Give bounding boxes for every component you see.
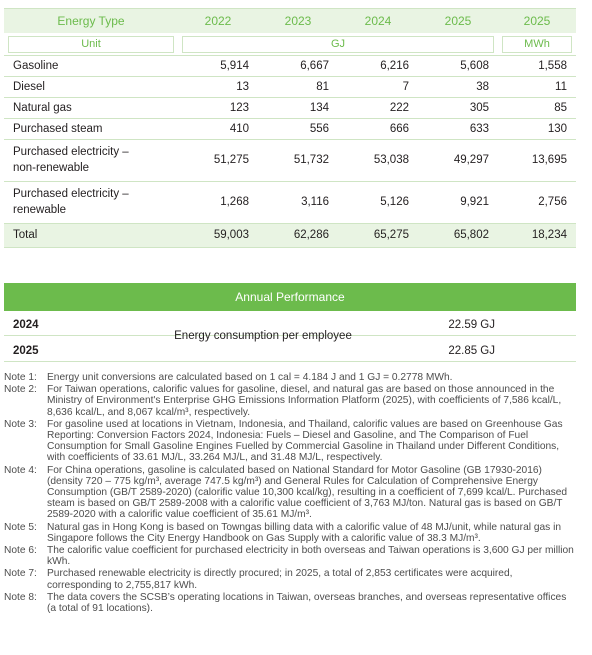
cell-value: 38 — [418, 76, 498, 97]
note-label: Note 3: — [4, 418, 37, 430]
row-label: Gasoline — [4, 55, 178, 76]
cell-value: 13,695 — [498, 139, 576, 181]
cell-value: 11 — [498, 76, 576, 97]
cell-value: 13 — [178, 76, 258, 97]
header-year: 2025 — [498, 9, 576, 33]
cell-value: 123 — [178, 97, 258, 118]
cell-value: 3,116 — [258, 181, 338, 223]
unit-row — [4, 33, 576, 56]
note-label: Note 2: — [4, 384, 37, 396]
cell-value: 6,216 — [338, 55, 418, 76]
header-year: 2022 — [178, 9, 258, 33]
cell-value: 666 — [338, 118, 418, 139]
note-4 — [4, 465, 578, 521]
cell-value: 5,608 — [418, 55, 498, 76]
note-label: Note 8: — [4, 591, 37, 603]
unit-mwh: MWh — [502, 36, 572, 53]
cell-value: 81 — [258, 76, 338, 97]
cell-value: 6,667 — [258, 55, 338, 76]
row-label-line2: renewable — [13, 204, 67, 216]
cell-value: 51,275 — [178, 139, 258, 181]
table-row-total — [4, 223, 576, 247]
note-text: For gasoline used at locations in Vietnam, Indonesia, and Thailand, calorific values are based on Greenhouse Gas Reporting: Conversion Factors 2024, Indonesia: Fuels – Diesel and Gasoline, and The Comparison of Fuel Consumption for Small Gasoline Engines Fuelled by Commercial Gasoline in Thailand under Different Conditions, with coefficients of 33.61 MJ/L, 33.264 MJ/L, and 31.48 MJ/L, respectively. — [47, 418, 563, 464]
note-label: Note 7: — [4, 568, 37, 580]
note-text: The data covers the SCSB’s operating locations in Taiwan, overseas branches, and overseas representative offices (a total of 91 locations). — [47, 591, 567, 615]
table-row-electricity-renewable — [4, 181, 576, 223]
row-label-line1: Purchased electricity – — [13, 146, 129, 158]
performance-year: 2024 — [13, 319, 39, 331]
cell-value: 1,558 — [498, 55, 576, 76]
unit-label: Unit — [8, 36, 174, 53]
cell-value: 51,732 — [258, 139, 338, 181]
row-label — [4, 139, 178, 181]
table-row-diesel — [4, 76, 576, 97]
note-3 — [4, 419, 578, 464]
cell-value: 62,286 — [258, 223, 338, 247]
note-label: Note 5: — [4, 521, 37, 533]
table-row-purchased-steam — [4, 118, 576, 139]
note-text: Purchased renewable electricity is directly procured; in 2025, a total of 2,853 certificates were acquired, corresponding to 2,755,817 kWh. — [47, 568, 513, 591]
performance-year: 2025 — [13, 345, 39, 357]
table-row-electricity-non-renewable — [4, 139, 576, 181]
cell-value: 85 — [498, 97, 576, 118]
cell-value: 1,268 — [178, 181, 258, 223]
note-6 — [4, 545, 578, 567]
row-label: Purchased steam — [4, 118, 178, 139]
cell-value: 18,234 — [498, 223, 576, 247]
row-label: Total — [4, 223, 178, 247]
note-2 — [4, 384, 578, 418]
cell-value: 5,126 — [338, 181, 418, 223]
cell-value: 53,038 — [338, 139, 418, 181]
note-text: The calorific value coefficient for purchased electricity in both overseas and Taiwan operations is 3,600 GJ per million kWh. — [47, 545, 574, 568]
table-header-row — [4, 9, 576, 33]
performance-value: 22.59 GJ — [448, 319, 495, 331]
cell-value: 305 — [418, 97, 498, 118]
notes-section — [4, 372, 578, 615]
cell-value: 134 — [258, 97, 338, 118]
note-8 — [4, 592, 578, 614]
table-row-gasoline — [4, 55, 576, 76]
energy-consumption-table — [4, 8, 576, 248]
unit-gj: GJ — [182, 36, 494, 53]
cell-value: 59,003 — [178, 223, 258, 247]
header-year: 2024 — [338, 9, 418, 33]
note-label: Note 6: — [4, 545, 37, 557]
cell-value: 5,914 — [178, 55, 258, 76]
note-1 — [4, 372, 578, 383]
cell-value: 222 — [338, 97, 418, 118]
row-label-line2: non-renewable — [13, 162, 90, 174]
cell-value: 49,297 — [418, 139, 498, 181]
note-text: Energy unit conversions are calculated based on 1 cal = 4.184 J and 1 GJ = 0.2778 MWh. — [47, 372, 453, 383]
cell-value: 65,275 — [338, 223, 418, 247]
note-7 — [4, 568, 578, 590]
row-label: Diesel — [4, 76, 178, 97]
performance-row-2025 — [4, 341, 576, 362]
header-year: 2025 — [418, 9, 498, 33]
note-label: Note 1: — [4, 372, 37, 383]
table-row-natural-gas — [4, 97, 576, 118]
cell-value: 65,802 — [418, 223, 498, 247]
cell-value: 9,921 — [418, 181, 498, 223]
header-year: 2023 — [258, 9, 338, 33]
note-5 — [4, 522, 578, 544]
cell-value: 2,756 — [498, 181, 576, 223]
annual-performance-header: Annual Performance — [4, 283, 576, 311]
cell-value: 556 — [258, 118, 338, 139]
cell-value: 633 — [418, 118, 498, 139]
cell-value: 130 — [498, 118, 576, 139]
performance-metric-label: Energy consumption per employee — [174, 330, 352, 342]
cell-value: 7 — [338, 76, 418, 97]
note-text: For China operations, gasoline is calculated based on National Standard for Motor Gasoline (GB 17930-2016) (density 720 – 775 kg/m³, average 747.5 kg/m³) and General Rules for Calculation of Comprehensive Energy Consumption (GB/T 2589-2020) (calorific value 10,300 kcal/kg), resulting in a coefficient of 7,699 kcal/L. Purchased steam is based on GB/T 2589-2008 with a calorific value coefficient of 3,763 MJ/ton. Natural gas is based on GB/T 2589-2020 with a calorific value coefficient of 35.61 MJ/m³. — [47, 464, 568, 521]
note-label: Note 4: — [4, 464, 37, 476]
row-label — [4, 181, 178, 223]
header-energy-type: Energy Type — [4, 9, 178, 33]
cell-value: 410 — [178, 118, 258, 139]
note-text: For Taiwan operations, calorific values for gasoline, diesel, and natural gas are based on those announced in the Ministry of Environment's Enterprise GHG Emissions Information Platform (2025), with coefficients of 7,586 kcal/L, 8,636 kcal/L, and 8,067 kcal/m³, respectively. — [47, 384, 562, 418]
row-label: Natural gas — [4, 97, 178, 118]
note-text: Natural gas in Hong Kong is based on Towngas billing data with a calorific value of 48 MJ/unit, while natural gas in Singapore follows the City Energy Handbook on Gas Supply with a calorific value of 38.3 MJ/m³. — [47, 521, 562, 544]
row-label-line1: Purchased electricity – — [13, 188, 129, 200]
performance-value: 22.85 GJ — [448, 345, 495, 357]
